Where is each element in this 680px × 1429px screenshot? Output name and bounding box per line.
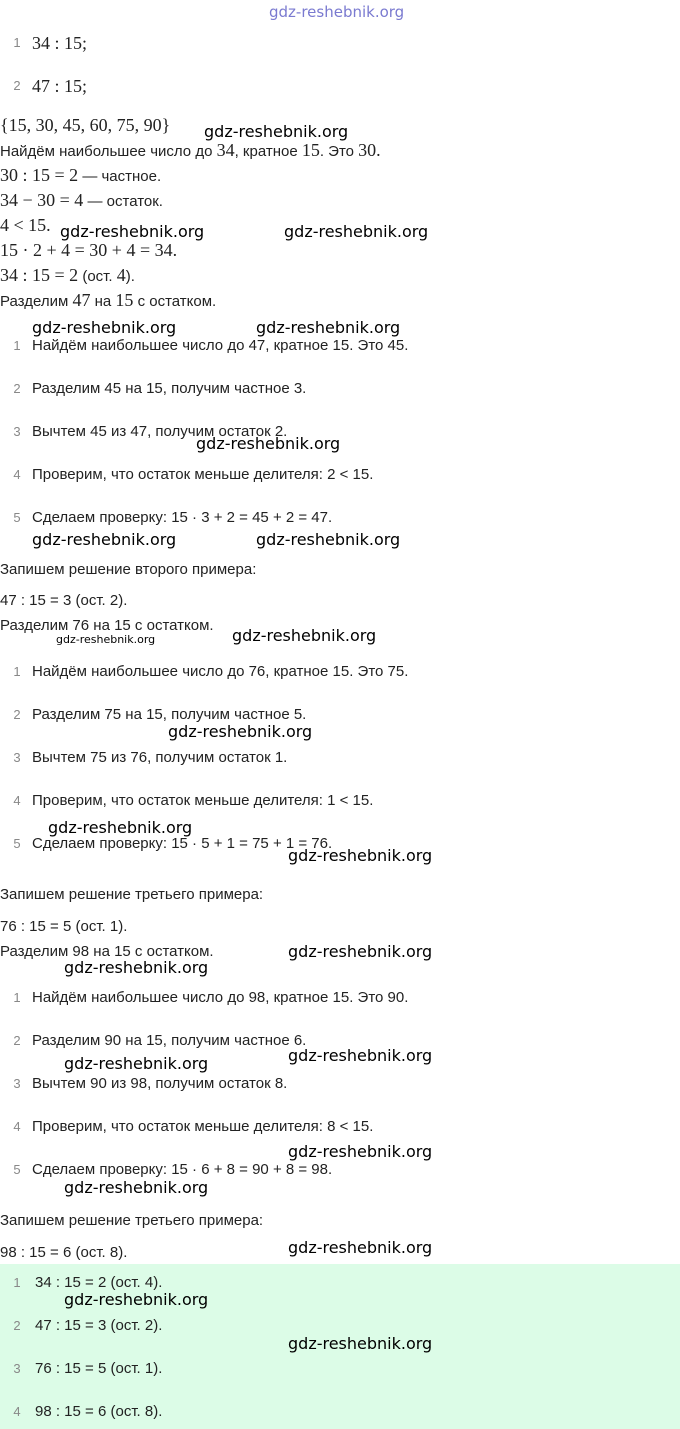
answer-2: 47 : 15 = 3 (ост. 2). xyxy=(35,1317,163,1334)
ex2-record: Запишем решение второго примера: xyxy=(0,561,257,578)
watermark: gdz-reshebnik.org xyxy=(64,958,209,977)
step-number: 3 xyxy=(13,424,21,439)
step-number: 1 xyxy=(13,338,21,353)
watermark: gdz-reshebnik.org xyxy=(256,530,401,549)
step-number: 5 xyxy=(13,510,21,525)
ex1-line-4: 4 < 15. xyxy=(0,215,51,235)
ex1-line-3: 34 − 30 = 4 — остаток. xyxy=(0,190,163,210)
answer-number: 1 xyxy=(13,1275,21,1290)
watermark-top: gdz-reshebnik.org xyxy=(269,3,405,21)
ex3-step-1: Найдём наибольшее число до 76, кратное 15. Это 75. xyxy=(32,663,409,680)
watermark: gdz-reshebnik.org xyxy=(256,318,401,337)
step-number: 4 xyxy=(13,467,21,482)
ex1-line-5: 15 · 2 + 4 = 30 + 4 = 34. xyxy=(0,240,178,260)
step-number: 4 xyxy=(13,1119,21,1134)
step-number: 4 xyxy=(13,793,21,808)
ex1-line-6: 34 : 15 = 2 (ост. 4). xyxy=(0,265,135,285)
multiples-sequence: {15, 30, 45, 60, 75, 90} xyxy=(0,115,171,135)
answer-4: 98 : 15 = 6 (ост. 8). xyxy=(35,1403,163,1420)
ex2-step-2: Разделим 45 на 15, получим частное 3. xyxy=(32,380,307,397)
ex1-line-2: 30 : 15 = 2 — частное. xyxy=(0,165,162,185)
ex3-record: Запишем решение третьего примера: xyxy=(0,886,264,903)
answer-1: 34 : 15 = 2 (ост. 4). xyxy=(35,1274,163,1291)
ex2-step-3: Вычтем 45 из 47, получим остаток 2. xyxy=(32,423,288,440)
ex3-heading: Разделим 76 на 15 с остатком. xyxy=(0,617,214,634)
ex3-step-3: Вычтем 75 из 76, получим остаток 1. xyxy=(32,749,288,766)
answer-number: 4 xyxy=(13,1404,21,1419)
intro-item-1: 34 : 15; xyxy=(32,33,88,53)
ex4-heading: Разделим 98 на 15 с остатком. xyxy=(0,943,214,960)
step-number: 3 xyxy=(13,1076,21,1091)
answer-3: 76 : 15 = 5 (ост. 1). xyxy=(35,1360,163,1377)
watermark: gdz-reshebnik.org xyxy=(288,942,433,961)
watermark: gdz-reshebnik.org xyxy=(196,434,341,453)
watermark: gdz-reshebnik.org xyxy=(284,222,429,241)
ex4-step-5: Сделаем проверку: 15 · 6 + 8 = 90 + 8 = 98. xyxy=(32,1161,333,1178)
watermark: gdz-reshebnik.org xyxy=(288,1334,433,1353)
step-number: 5 xyxy=(13,836,21,851)
ex4-step-1: Найдём наибольшее число до 98, кратное 15. Это 90. xyxy=(32,989,409,1006)
watermark: gdz-reshebnik.org xyxy=(288,846,433,865)
watermark: gdz-reshebnik.org xyxy=(60,222,205,241)
step-number: 1 xyxy=(13,990,21,1005)
step-number: 5 xyxy=(13,1162,21,1177)
watermark: gdz-reshebnik.org xyxy=(32,530,177,549)
watermark: gdz-reshebnik.org xyxy=(64,1290,209,1309)
list-item-number: 1 xyxy=(13,35,21,50)
ex3-result: 76 : 15 = 5 (ост. 1). xyxy=(0,918,128,935)
watermark: gdz-reshebnik.org xyxy=(232,626,377,645)
ex4-step-2: Разделим 90 на 15, получим частное 6. xyxy=(32,1032,307,1049)
watermark: gdz-reshebnik.org xyxy=(288,1238,433,1257)
ex4-result: 98 : 15 = 6 (ост. 8). xyxy=(0,1244,128,1261)
step-number: 3 xyxy=(13,750,21,765)
step-number: 1 xyxy=(13,664,21,679)
answer-number: 3 xyxy=(13,1361,21,1376)
ex2-heading: Разделим 47 на 15 с остатком. xyxy=(0,290,217,310)
watermark: gdz-reshebnik.org xyxy=(64,1178,209,1197)
answer-number: 2 xyxy=(13,1318,21,1333)
watermark: gdz-reshebnik.org xyxy=(56,633,156,646)
ex1-line-1: Найдём наибольшее число до 34, кратное 15. Это 30. xyxy=(0,140,381,160)
ex3-step-2: Разделим 75 на 15, получим частное 5. xyxy=(32,706,307,723)
watermark: gdz-reshebnik.org xyxy=(288,1142,433,1161)
ex4-step-4: Проверим, что остаток меньше делителя: 8 < 15. xyxy=(32,1118,374,1135)
list-item-number: 2 xyxy=(13,78,21,93)
watermark: gdz-reshebnik.org xyxy=(32,318,177,337)
watermark: gdz-reshebnik.org xyxy=(168,722,313,741)
watermark: gdz-reshebnik.org xyxy=(48,818,193,837)
intro-item-2: 47 : 15; xyxy=(32,76,88,96)
watermark: gdz-reshebnik.org xyxy=(204,122,349,141)
ex3-step-4: Проверим, что остаток меньше делителя: 1 < 15. xyxy=(32,792,374,809)
ex2-step-5: Сделаем проверку: 15 · 3 + 2 = 45 + 2 = 47. xyxy=(32,509,333,526)
step-number: 2 xyxy=(13,707,21,722)
ex2-step-1: Найдём наибольшее число до 47, кратное 15. Это 45. xyxy=(32,337,409,354)
ex2-result: 47 : 15 = 3 (ост. 2). xyxy=(0,592,128,609)
ex4-record: Запишем решение третьего примера: xyxy=(0,1212,264,1229)
ex3-step-5: Сделаем проверку: 15 · 5 + 1 = 75 + 1 = 76. xyxy=(32,835,333,852)
ex4-step-3: Вычтем 90 из 98, получим остаток 8. xyxy=(32,1075,288,1092)
ex2-step-4: Проверим, что остаток меньше делителя: 2 < 15. xyxy=(32,466,374,483)
step-number: 2 xyxy=(13,381,21,396)
watermark: gdz-reshebnik.org xyxy=(64,1054,209,1073)
step-number: 2 xyxy=(13,1033,21,1048)
watermark: gdz-reshebnik.org xyxy=(288,1046,433,1065)
